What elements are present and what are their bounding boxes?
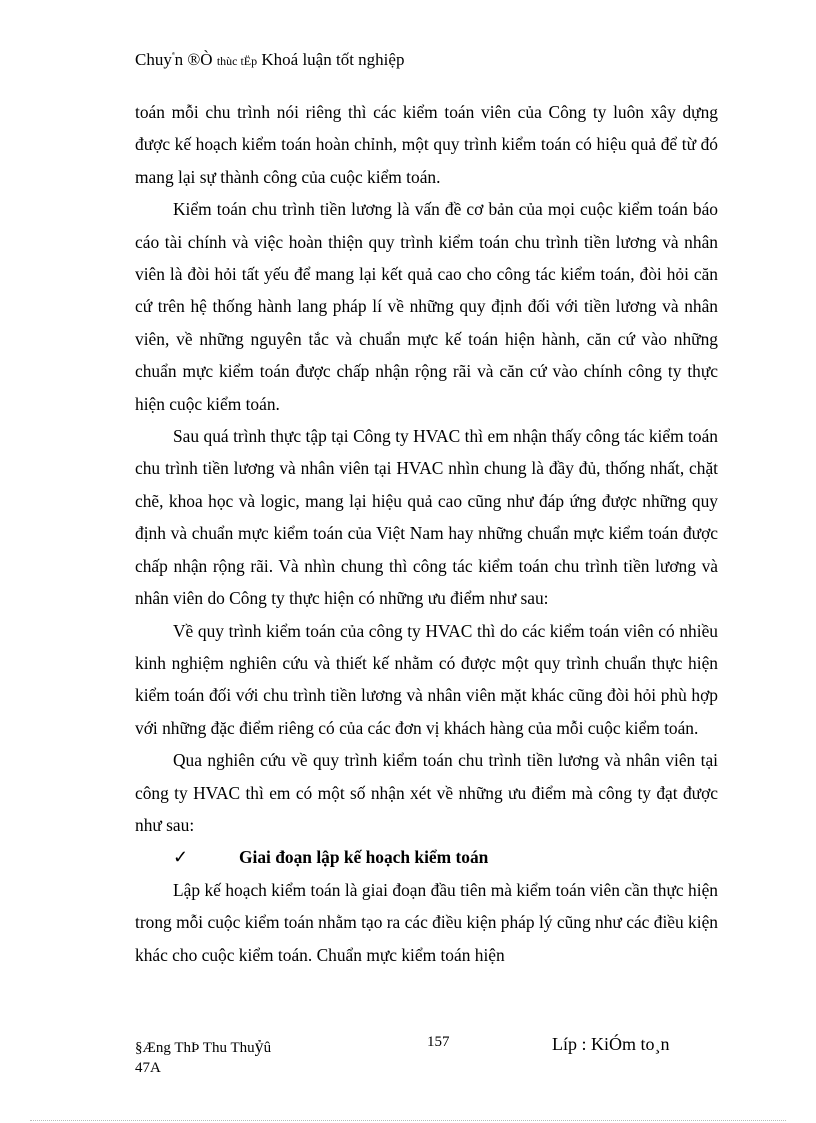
header-part3: Khoá luận tốt nghiệp — [257, 50, 405, 69]
footer-author-line2: 47A — [135, 1060, 161, 1076]
page-number: 157 — [427, 1034, 450, 1050]
document-body — [135, 96, 718, 971]
header-small: thùc tËp — [216, 54, 258, 68]
footer-author-line1: §Æng ThÞ Thu Thu — [135, 1040, 255, 1056]
footer-author-y: ỷ — [254, 1036, 264, 1056]
paragraph-2: Kiểm toán chu trình tiền lương là vấn đề cơ bản của mọi cuộc kiểm toán báo cáo tài chính và việc hoàn thiện quy trình kiểm toán chu trình tiền lương và nhân viên là đòi hỏi tất yếu để mang lại kết quả cao cho công tác kiểm toán, đòi hỏi căn cứ trên hệ thống hành lang pháp lí về những quy định đối với tiền lương và nhân viên, về những nguyên tắc và chuẩn mực kế toán hiện hành, căn cứ vào những chuẩn mực kiểm toán được chấp nhận rộng rãi và căn cứ vào chính công ty thực hiện cuộc kiểm toán. — [135, 199, 718, 414]
paragraph-5: Qua nghiên cứu về quy trình kiểm toán chu trình tiền lương và nhân viên tại công ty HVAC thì em có một số nhận xét về những ưu điểm mà công ty đạt được như sau: — [135, 750, 718, 835]
header-part1: Chuy — [135, 50, 172, 69]
paragraph-4: Về quy trình kiểm toán của công ty HVAC thì do các kiểm toán viên có nhiều kinh nghiệm nghiên cứu và thiết kế nhằm có được một quy trình chuẩn thực hiện kiểm toán đối với chu trình tiền lương và nhân viên mặt khác cũng đòi hỏi phù hợp với những đặc điểm riêng có của các đơn vị khách hàng của mỗi cuộc kiểm toán. — [135, 620, 718, 738]
footer-class: Líp : KiÓm to¸n — [552, 1034, 670, 1054]
page-header — [135, 50, 404, 70]
header-sup: ª — [171, 50, 175, 62]
paragraph-6: Lập kế hoạch kiểm toán là giai đoạn đầu tiên mà kiểm toán viên cần thực hiện trong mỗi cuộc kiểm toán nhằm tạo ra các điều kiện pháp lý cũng như các điều kiện khác cho cuộc kiểm toán. Chuẩn mực kiểm toán hiện — [135, 879, 718, 965]
section-heading-text: Giai đoạn lập kế hoạch kiểm toán — [239, 847, 489, 868]
paragraph-1: toán mỗi chu trình nói riêng thì các kiểm toán viên của Công ty luôn xây dựng được kế hoạch kiểm toán hoàn chỉnh, một quy trình kiểm toán có hiệu quả để từ đó mang lại sự thành công của cuộc kiểm toán. — [135, 102, 718, 187]
paragraph-3: Sau quá trình thực tập tại Công ty HVAC thì em nhận thấy công tác kiểm toán chu trình tiền lương và nhân viên tại HVAC nhìn chung là đầy đủ, thống nhất, chặt chẽ, khoa học và logic, mang lại hiệu quả cao cũng như đáp ứng được những quy định và chuẩn mực kiểm toán của Việt Nam hay những chuẩn mực kiểm toán được chấp nhận rộng rãi. Và nhìn chung thì công tác kiểm toán chu trình tiền lương và nhân viên do Công ty thực hiện có những ưu điểm như sau: — [135, 426, 718, 609]
checkmark-icon: ✓ — [173, 847, 189, 868]
footer-author — [135, 1036, 271, 1078]
footer-author-end: û — [263, 1040, 272, 1056]
section-heading — [135, 841, 718, 873]
bottom-rule — [30, 1120, 786, 1121]
header-part2: n ®Ò — [174, 50, 217, 69]
